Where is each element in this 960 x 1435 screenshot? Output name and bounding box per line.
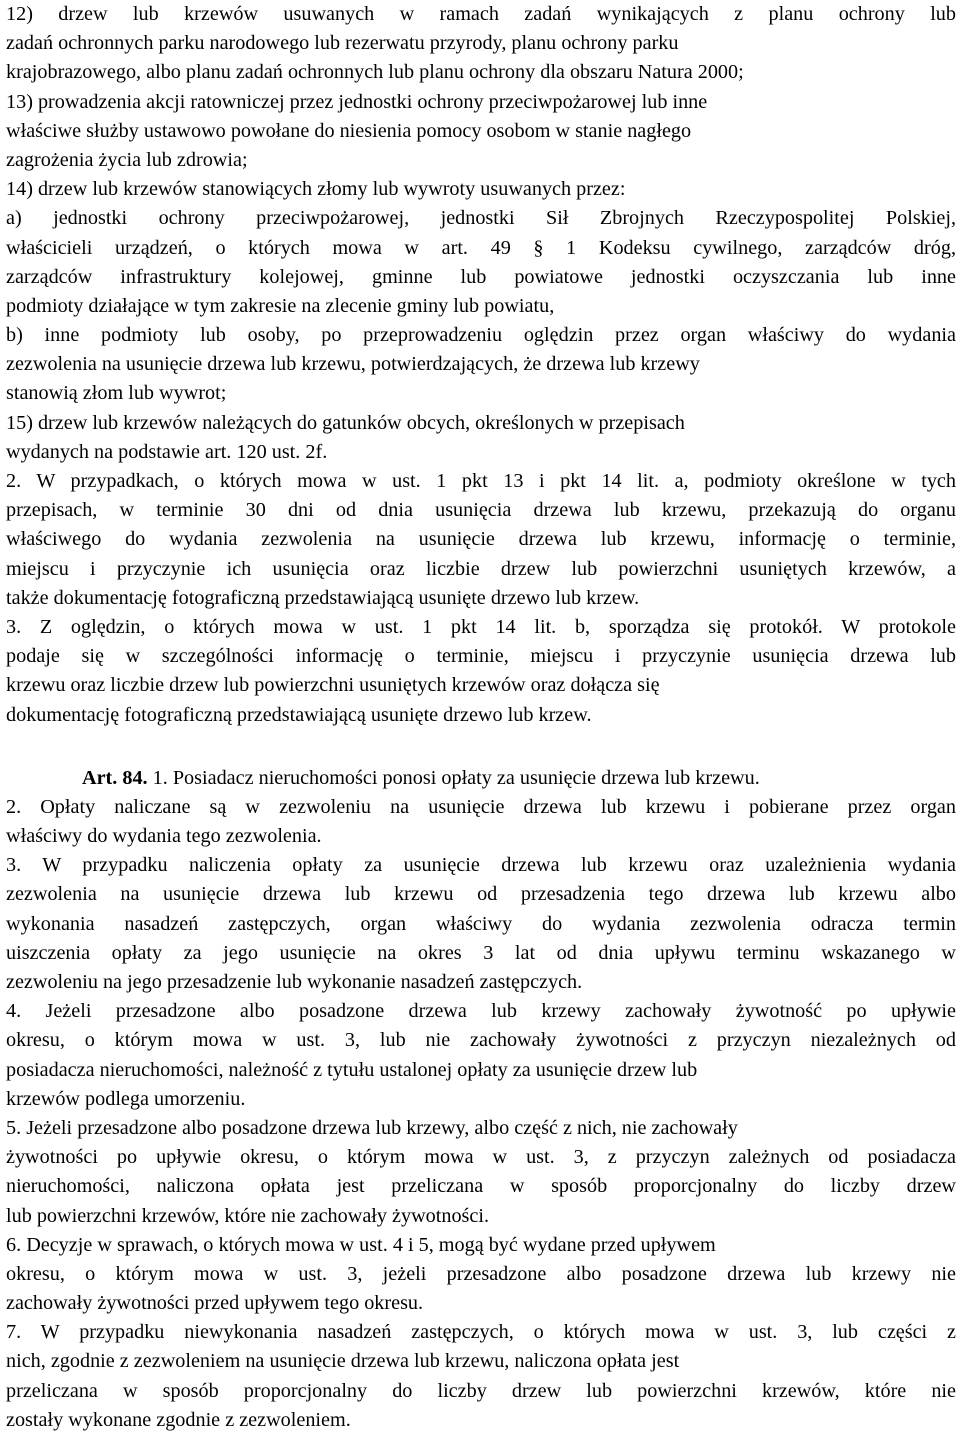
text-line: posiadacza nieruchomości, należność z tytułu ustalonej opłaty za usunięcie drzew lub: [6, 1058, 698, 1081]
text-line: przepisach, w terminie 30 dni od dnia usunięcia drzewa lub krzewu, przekazują do organu: [6, 499, 956, 522]
text-line: krzewu oraz liczbie drzew lub powierzchni usuniętych krzewów oraz dołącza się: [6, 674, 660, 697]
text-line: podaje się w szczególności informację o terminie, miejscu i przyczynie usunięcia drzewa lub: [6, 645, 956, 668]
text-line: zadań ochronnych parku narodowego lub rezerwatu przyrody, planu ochrony parku: [6, 32, 679, 55]
article-84-first-line: [6, 764, 956, 793]
text-line: nieruchomości, naliczona opłata jest przeliczana w sposób proporcjonalny do liczby drzew: [6, 1175, 956, 1198]
section-continuation-art-83: [6, 0, 956, 730]
text-line: właściwego do wydania zezwolenia na usunięcie drzewa lub krzewu, informację o terminie,: [6, 528, 956, 551]
text-line: b) inne podmioty lub osoby, po przeprowadzeniu oględzin przez organ właściwy do wydania: [6, 324, 956, 347]
paragraph-gap: [6, 730, 956, 764]
text-line: podmioty działające w tym zakresie na zlecenie gminy lub powiatu,: [6, 294, 555, 317]
text-line: właścicieli urządzeń, o których mowa w art. 49 § 1 Kodeksu cywilnego, zarządców dróg,: [6, 236, 956, 259]
text-line: 14) drzew lub krzewów stanowiących złomy lub wywroty usuwanych przez:: [6, 178, 626, 201]
section-article-84: [6, 793, 956, 1435]
text-line: 7. W przypadku niewykonania nasadzeń zastępczych, o których mowa w ust. 3, lub części z: [6, 1321, 956, 1344]
article-heading: Art. 84.: [82, 766, 148, 789]
text-line: a) jednostki ochrony przeciwpożarowej, jednostki Sił Zbrojnych Rzeczypospolitej Polskiej,: [6, 207, 956, 230]
text-line: 2. W przypadkach, o których mowa w ust. 1 pkt 13 i pkt 14 lit. a, podmioty określone w tych: [6, 470, 956, 492]
text-line: 5. Jeżeli przesadzone albo posadzone drzewa lub krzewy, albo część z nich, nie zachowały: [6, 1116, 738, 1139]
text-line: uiszczenia opłaty za jego usunięcie na okres 3 lat od dnia upływu terminu wskazanego w: [6, 941, 956, 964]
text-line: dokumentację fotograficzną przedstawiającą usunięte drzewo lub krzew.: [6, 703, 592, 726]
text-line: żywotności po upływie okresu, o którym mowa w ust. 3, z przyczyn zależnych od posiadacza: [6, 1146, 956, 1169]
text-line: okresu, o którym mowa w ust. 3, lub nie zachowały żywotności z przyczyn niezależnych od: [6, 1029, 956, 1052]
text-line: 12) drzew lub krzewów usuwanych w ramach zadań wynikających z planu ochrony lub: [6, 3, 956, 25]
text-line: zezwolenia na usunięcie drzewa lub krzewu, potwierdzających, że drzewa lub krzewy: [6, 353, 700, 376]
text-line: zostały wykonane zgodnie z zezwoleniem.: [6, 1408, 351, 1431]
text-line: zagrożenia życia lub zdrowia;: [6, 148, 248, 171]
text-line: stanowią złom lub wywrot;: [6, 382, 227, 405]
text-line: krzewów podlega umorzeniu.: [6, 1087, 246, 1110]
text-line: 4. Jeżeli przesadzone albo posadzone drzewa lub krzewy zachowały żywotność po upływie: [6, 1000, 956, 1023]
text-line: przeliczana w sposób proporcjonalny do liczby drzew lub powierzchni krzewów, które nie: [6, 1379, 956, 1402]
text-line: zezwolenia na usunięcie drzewa lub krzewu od przesadzenia tego drzewa lub krzewu albo: [6, 883, 956, 906]
article-first-paragraph: 1. Posiadacz nieruchomości ponosi opłaty za usunięcie drzewa lub krzewu.: [147, 766, 760, 789]
text-line: właściwe służby ustawowo powołane do niesienia pomocy osobom w stanie nagłego: [6, 119, 692, 142]
text-line: zezwoleniu na jego przesadzenie lub wykonanie nasadzeń zastępczych.: [6, 971, 583, 993]
text-line: 15) drzew lub krzewów należących do gatunków obcych, określonych w przepisach: [6, 411, 685, 434]
text-line: 3. Z oględzin, o których mowa w ust. 1 pkt 14 lit. b, sporządza się protokół. W protokole: [6, 615, 956, 638]
text-line: 6. Decyzje w sprawach, o których mowa w ust. 4 i 5, mogą być wydane przed upływem: [6, 1233, 716, 1256]
text-line: 3. W przypadku naliczenia opłaty za usunięcie drzewa lub krzewu oraz uzależnienia wydania: [6, 854, 956, 877]
text-line: zachowały żywotności przed upływem tego okresu.: [6, 1292, 424, 1315]
document-page: [6, 0, 956, 1435]
text-line: miejscu i przyczynie ich usunięcia oraz liczbie drzew lub powierzchni usuniętych krzewów, a: [6, 557, 956, 580]
text-line: zarządców infrastruktury kolejowej, gminne lub powiatowe jednostki oczyszczania lub inne: [6, 265, 956, 288]
text-line: 13) prowadzenia akcji ratowniczej przez jednostki ochrony przeciwpożarowej lub inne: [6, 90, 708, 113]
text-line: wydanych na podstawie art. 120 ust. 2f.: [6, 440, 328, 463]
text-line: nich, zgodnie z zezwoleniem na usunięcie drzewa lub krzewu, naliczona opłata jest: [6, 1350, 680, 1373]
text-line: właściwy do wydania tego zezwolenia.: [6, 825, 322, 848]
text-line: wykonania nasadzeń zastępczych, organ właściwy do wydania zezwolenia odracza termin: [6, 912, 956, 935]
text-line: także dokumentację fotograficzną przedstawiającą usunięte drzewo lub krzew.: [6, 586, 640, 609]
text-line: okresu, o którym mowa w ust. 3, jeżeli przesadzone albo posadzone drzewa lub krzewy nie: [6, 1262, 956, 1285]
text-line: krajobrazowego, albo planu zadań ochronnych lub planu ochrony dla obszaru Natura 2000;: [6, 61, 744, 84]
text-line: 2. Opłaty naliczane są w zezwoleniu na usunięcie drzewa lub krzewu i pobierane przez organ: [6, 795, 956, 818]
text-line: lub powierzchni krzewów, które nie zachowały żywotności.: [6, 1204, 490, 1227]
